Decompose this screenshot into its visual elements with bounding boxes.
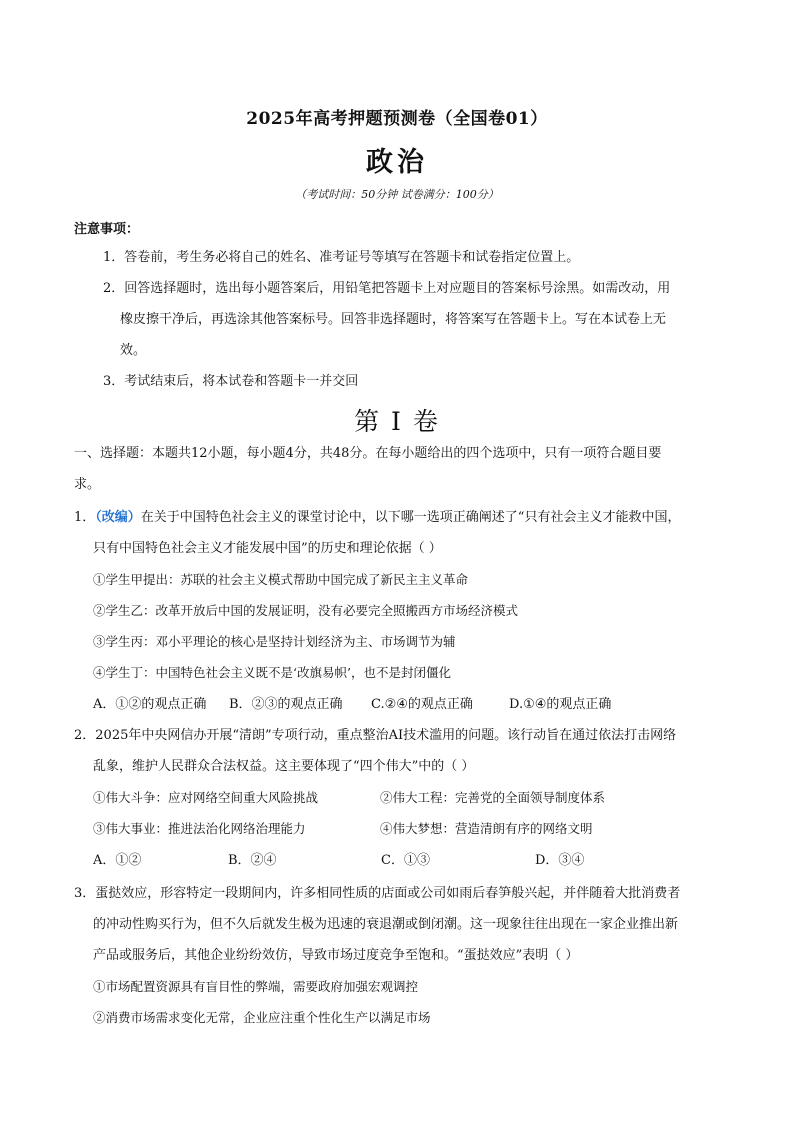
question-number: 2． xyxy=(74,728,96,743)
note-item-2: 2．回答选择题时，选出每小题答案后，用铅笔把答题卡上对应题目的答案标号涂黑。如需改动，用 xyxy=(103,281,671,296)
statement-1: ①市场配置资源具有盲目性的弊端，需要政府加强宏观调控 xyxy=(93,979,419,994)
statement-4: ④学生丁：中国特色社会主义既不是‘改旗易帜’，也不是封闭僵化 xyxy=(93,665,451,680)
question-2-stem-cont: 乱象，维护人民群众合法权益。这主要体现了“四个伟大”中的（ ） xyxy=(93,759,475,774)
section-instruction: 一、选择题：本题共12小题，每小题4分，共48分。在每小题给出的四个选项中，只有一项符合题目要 xyxy=(74,446,662,461)
note-item-2-cont: 橡皮擦干净后，再选涂其他答案标号。回答非选择题时，将答案写在答题卡上。写在本试卷上无 xyxy=(120,312,667,327)
statement-2: ②伟大工程：完善党的全面领导制度体系 xyxy=(380,790,606,805)
choice-a: A．①②的观点正确 xyxy=(93,697,207,712)
statement-4: ④伟大梦想：营造清朗有序的网络文明 xyxy=(380,821,593,836)
section-title: 第 I 卷 xyxy=(354,407,440,436)
question-number: 1． xyxy=(74,510,96,525)
question-stem-text: 蛋挞效应，形容特定一段期间内，许多相同性质的店面或公司如雨后春笋般兴起，并伴随着大批消费者 xyxy=(95,886,681,901)
statement-2: ②学生乙：改革开放后中国的发展证明，没有必要完全照搬西方市场经济模式 xyxy=(93,603,519,618)
question-number: 3． xyxy=(74,886,96,901)
question-3-stem xyxy=(74,878,680,909)
choice-b: B．②③的观点正确 xyxy=(229,697,343,712)
exam-title: 2025年高考押题预测卷（全国卷01） xyxy=(246,109,548,129)
subject-title: 政治 xyxy=(366,147,428,178)
statement-3: ③伟大事业：推进法治化网络治理能力 xyxy=(93,821,306,836)
choice-b: B．②④ xyxy=(228,853,277,868)
question-1-stem xyxy=(74,502,680,533)
note-item-1: 1．答卷前，考生务必将自己的姓名、准考证号等填写在答题卡和试卷指定位置上。 xyxy=(103,250,580,265)
choice-d: D．③④ xyxy=(535,853,585,868)
question-stem-text: 2025年中央网信办开展“清朗”专项行动，重点整治AI技术滥用的问题。该行动旨在通过依法打击网络 xyxy=(95,728,677,743)
choice-a: A．①② xyxy=(93,853,142,868)
note-item-3: 3．考试结束后，将本试卷和答题卡一并交回 xyxy=(103,374,359,389)
statement-2: ②消费市场需求变化无常，企业应注重个性化生产以满足市场 xyxy=(93,1010,431,1025)
question-3-stem-cont: 的冲动性购买行为，但不久后就发生极为迅速的衰退潮或倒闭潮。这一现象往往出现在一家企业推出新 xyxy=(93,917,679,932)
statement-1: ①伟大斗争：应对网络空间重大风险挑战 xyxy=(93,790,319,805)
choice-d: D.①④的观点正确 xyxy=(509,697,612,712)
notes-heading: 注意事项： xyxy=(74,222,140,237)
question-3-stem-cont2: 产品或服务后，其他企业纷纷效仿，导致市场过度竞争至饱和。“蛋挞效应”表明（ ） xyxy=(93,948,579,963)
note-item-2-cont2: 效。 xyxy=(120,343,147,358)
section-instruction-cont: 求。 xyxy=(74,477,101,492)
adapted-tag: （改编） xyxy=(95,510,141,525)
statement-3: ③学生丙：邓小平理论的核心是坚持计划经济为主、市场调节为辅 xyxy=(93,634,456,649)
question-stem-text: 在关于中国特色社会主义的课堂讨论中，以下哪一选项正确阐述了“只有社会主义才能救中国， xyxy=(140,510,681,525)
choice-c: C．①③ xyxy=(381,853,430,868)
choice-c: C.②④的观点正确 xyxy=(371,697,473,712)
exam-info: （考试时间：50分钟 试卷满分：100分） xyxy=(295,188,499,201)
question-1-stem-cont: 只有中国特色社会主义才能发展中国”的历史和理论依据（ ） xyxy=(93,541,442,556)
statement-1: ①学生甲提出：苏联的社会主义模式帮助中国完成了新民主主义革命 xyxy=(93,572,469,587)
question-2-stem xyxy=(74,720,676,751)
